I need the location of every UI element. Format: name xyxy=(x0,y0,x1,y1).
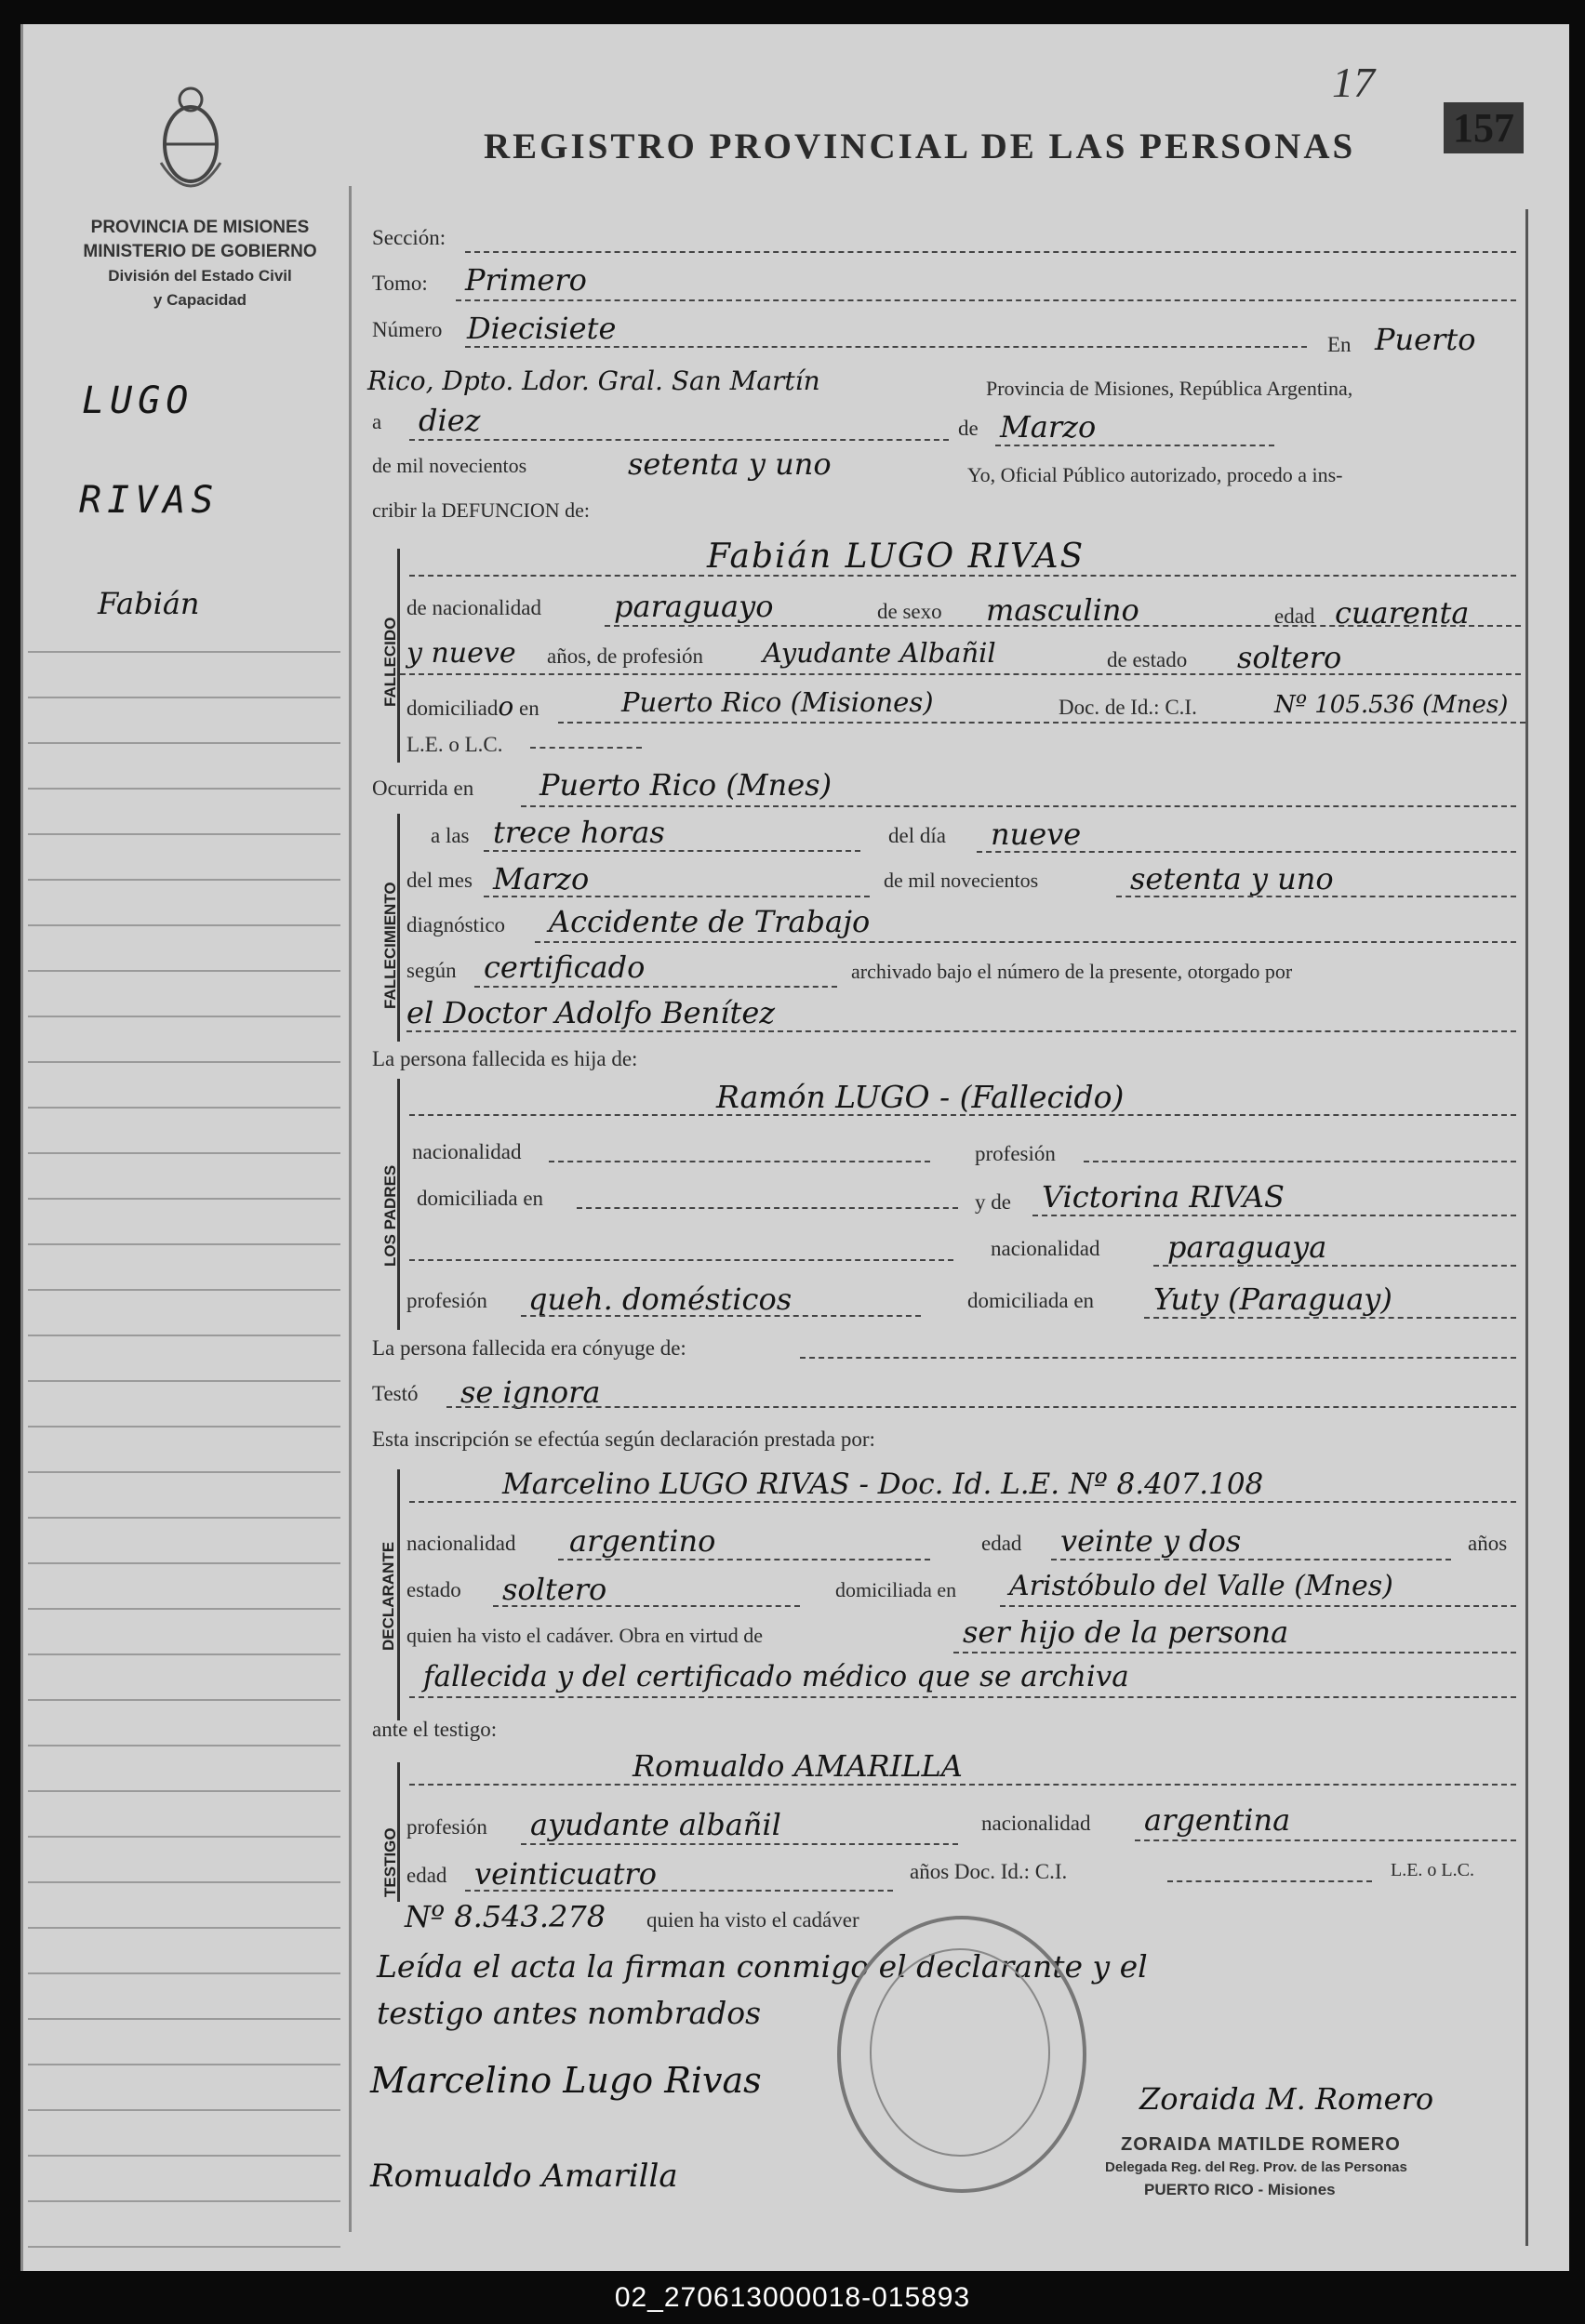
madre-prof-label: profesión xyxy=(406,1289,487,1312)
padre-dom-label: domiciliada en xyxy=(417,1187,544,1210)
margin-rule-line xyxy=(28,1061,340,1063)
ocurrida-value: Puerto Rico (Mnes) xyxy=(539,767,832,803)
margin-rule-line xyxy=(28,1836,340,1838)
anio-value: setenta y uno xyxy=(1130,861,1334,896)
sexo-value: masculino xyxy=(986,592,1139,628)
margin-rule-line xyxy=(28,1471,340,1473)
margin-rule-line xyxy=(28,1699,340,1701)
nacionalidad-label: de nacionalidad xyxy=(406,596,541,619)
margin-rule-line xyxy=(28,2200,340,2202)
stamp-number: 157 xyxy=(1444,102,1524,153)
margin-rule-line xyxy=(28,1380,340,1382)
edad-value-2: y nueve xyxy=(406,637,516,670)
segun-value: certificado xyxy=(484,950,646,985)
dia-label: del día xyxy=(888,824,946,847)
declarante-nac-value: argentino xyxy=(569,1523,716,1559)
margin-rule-line xyxy=(28,1745,340,1746)
cierre-line-1: Leída el acta la firman conmigo el declarante y el xyxy=(377,1948,1148,1985)
declarante-estado-value: soltero xyxy=(502,1572,607,1607)
page-number: 17 xyxy=(1332,59,1375,106)
margin-rule-line xyxy=(28,697,340,698)
estado-value: soltero xyxy=(1237,640,1342,675)
en-value: Puerto xyxy=(1375,322,1476,357)
register-page xyxy=(20,24,1569,2271)
month-value: Marzo xyxy=(1000,409,1097,445)
margin-rule-line xyxy=(28,1881,340,1883)
estado-label: de estado xyxy=(1107,648,1188,671)
margin-rule-line xyxy=(28,1198,340,1200)
en-label: En xyxy=(1327,333,1352,356)
province-text: Provincia de Misiones, República Argentina, xyxy=(986,377,1353,400)
officer-text-2: cribir la DEFUNCION de: xyxy=(372,498,591,522)
margin-rule-line xyxy=(28,1653,340,1655)
margin-rule-line xyxy=(28,1517,340,1519)
numero-label: Número xyxy=(372,318,443,341)
testigo-intro-label: ante el testigo: xyxy=(372,1718,498,1741)
margin-rule-line xyxy=(28,924,340,926)
declarante-name: Marcelino LUGO RIVAS - Doc. Id. L.E. Nº 8.407.108 xyxy=(502,1467,1264,1501)
margin-rule-line xyxy=(28,2018,340,2020)
doc-label: Doc. de Id.: C.I. xyxy=(1059,696,1197,719)
declarante-nac-label: nacionalidad xyxy=(406,1532,516,1555)
tomo-label: Tomo: xyxy=(372,272,428,295)
diagnostico-value: Accidente de Trabajo xyxy=(549,904,871,939)
fallecido-name: Fabián LUGO RIVAS xyxy=(707,538,1086,576)
domicilio-en-label: en xyxy=(518,697,539,720)
declarante-edad-value: veinte y dos xyxy=(1060,1523,1242,1559)
seccion-label: Sección: xyxy=(372,226,446,249)
margin-rule-line xyxy=(28,1016,340,1017)
domicilio-value: Puerto Rico (Misiones) xyxy=(621,686,934,718)
margin-rule-line xyxy=(28,1927,340,1929)
declarante-anos-label: años xyxy=(1468,1532,1508,1555)
fallecimiento-section-label: FALLECIMIENTO xyxy=(381,882,399,1009)
margin-rule-line xyxy=(28,651,340,653)
margin-rule-line xyxy=(28,1426,340,1428)
padres-section-label: LOS PADRES xyxy=(381,1164,399,1267)
day-value: diez xyxy=(419,403,481,438)
testigo-le-label: L.E. o L.C. xyxy=(1391,1860,1474,1880)
madre-name: Victorina RIVAS xyxy=(1042,1179,1285,1215)
signature-oficial: Zoraida M. Romero xyxy=(1139,2081,1434,2117)
domiciliad-label: domiciliad xyxy=(406,697,499,720)
declarante-edad-label: edad xyxy=(981,1532,1022,1555)
frame-right xyxy=(1525,209,1528,2246)
org-line-1: PROVINCIA DE MISIONES xyxy=(90,218,310,237)
testigo-nac-value: argentina xyxy=(1144,1802,1291,1838)
hora-value: trece horas xyxy=(493,815,665,850)
testigo-nac-label: nacionalidad xyxy=(981,1812,1091,1835)
doctor-value: el Doctor Adolfo Benítez xyxy=(406,995,776,1030)
hija-label: La persona fallecida es hija de: xyxy=(372,1047,638,1070)
padre-nac-label: nacionalidad xyxy=(412,1140,522,1163)
testigo-visto-label: quien ha visto el cadáver xyxy=(646,1908,859,1932)
testo-value: se ignora xyxy=(460,1374,601,1410)
doc-value: Nº 105.536 (Mnes) xyxy=(1274,691,1509,719)
padre-prof-label: profesión xyxy=(975,1142,1056,1165)
padre-name: Ramón LUGO - (Fallecido) xyxy=(716,1079,1125,1115)
place-value: Rico, Dpto. Ldor. Gral. San Martín xyxy=(367,365,820,396)
declarante-virtud-2: fallecida y del certificado médico que se archiva xyxy=(423,1660,1129,1693)
margin-divider xyxy=(349,186,352,2232)
year-value: setenta y uno xyxy=(628,446,832,482)
declarante-section-label: DECLARANTE xyxy=(380,1541,397,1651)
margin-rule-line xyxy=(28,833,340,835)
margin-rule-line xyxy=(28,742,340,744)
mes-label: del mes xyxy=(406,869,473,892)
testo-label: Testó xyxy=(372,1382,419,1405)
official-seal-inner xyxy=(870,1948,1050,2157)
declarante-visto-label: quien ha visto el cadáver. Obra en virtud de xyxy=(406,1624,764,1647)
margin-rule-line xyxy=(28,2246,340,2248)
ocurrida-label: Ocurrida en xyxy=(372,777,474,800)
margin-rule-line xyxy=(28,1335,340,1336)
coat-of-arms-icon xyxy=(153,79,228,209)
oficial-cargo: Delegada Reg. del Reg. Prov. de las Personas xyxy=(1105,2159,1407,2175)
a-label: a xyxy=(372,410,382,433)
year-label: de mil novecientos xyxy=(372,454,527,477)
le-label: L.E. o L.C. xyxy=(406,733,503,756)
declarante-virtud: ser hijo de la persona xyxy=(963,1614,1289,1650)
segun-label: según xyxy=(406,959,457,982)
margin-rule-line xyxy=(28,1152,340,1154)
archivado-text: archivado bajo el número de la presente, otorgado por xyxy=(851,960,1293,983)
conyuge-label: La persona fallecida era cónyuge de: xyxy=(372,1336,686,1360)
domicilio-suffix: o xyxy=(498,691,514,722)
signature-declarante: Marcelino Lugo Rivas xyxy=(370,2060,762,2101)
declarante-dom-label: domiciliada en xyxy=(835,1578,957,1601)
numero-value: Diecisiete xyxy=(467,311,617,346)
de-label: de xyxy=(958,417,979,440)
diagnostico-label: diagnóstico xyxy=(406,913,506,936)
margin-surname-1: LUGO xyxy=(82,379,194,422)
fallecido-section-label: FALLECIDO xyxy=(381,617,399,707)
cierre-line-2: testigo antes nombrados xyxy=(377,1995,762,2031)
testigo-edad-label: edad xyxy=(406,1864,447,1887)
edad-value: cuarenta xyxy=(1335,595,1470,631)
margin-rule-line xyxy=(28,1243,340,1245)
margin-rule-line xyxy=(28,2109,340,2111)
anio-label: de mil novecientos xyxy=(884,869,1039,892)
margin-rule-line xyxy=(28,879,340,881)
madre-prof-value: queh. domésticos xyxy=(528,1282,792,1317)
profesion-value: Ayudante Albañil xyxy=(763,637,996,669)
margin-rule-line xyxy=(28,2064,340,2065)
declaracion-label: Esta inscripción se efectúa según declaración prestada por: xyxy=(372,1428,875,1451)
declarante-dom-value: Aristóbulo del Valle (Mnes) xyxy=(1009,1570,1393,1602)
testigo-doc-value: Nº 8.543.278 xyxy=(405,1899,606,1934)
anos-profesion-label: años, de profesión xyxy=(547,644,703,668)
margin-rule-line xyxy=(28,1608,340,1610)
testigo-doc-label: años Doc. Id.: C.I. xyxy=(910,1860,1068,1883)
org-line-4: y Capacidad xyxy=(153,291,247,309)
margin-rule-line xyxy=(28,1790,340,1792)
testigo-name: Romualdo AMARILLA xyxy=(633,1748,963,1784)
domicilio-label xyxy=(406,691,539,722)
margin-given-name: Fabián xyxy=(98,586,200,621)
org-line-3: División del Estado Civil xyxy=(108,267,292,285)
margin-rule-line xyxy=(28,1107,340,1109)
file-id: 02_270613000018-015893 xyxy=(614,2282,971,2313)
declarante-estado-label: estado xyxy=(406,1578,461,1601)
oficial-lugar: PUERTO RICO - Misiones xyxy=(1144,2181,1336,2198)
margin-surname-2: RIVAS xyxy=(79,479,220,522)
dia-value: nueve xyxy=(991,817,1082,852)
margin-rule-line xyxy=(28,970,340,972)
tomo-value: Primero xyxy=(465,262,587,298)
yde-label: y de xyxy=(975,1190,1011,1214)
margin-rule-line xyxy=(28,1289,340,1291)
nacionalidad-value: paraguayo xyxy=(614,589,774,624)
margin-rule-line xyxy=(28,2155,340,2157)
margin-rule-line xyxy=(28,1972,340,1974)
testigo-edad-value: veinticuatro xyxy=(474,1856,657,1892)
madre-dom-value: Yuty (Paraguay) xyxy=(1153,1282,1392,1317)
testigo-section-label: TESTIGO xyxy=(381,1827,399,1897)
officer-text: Yo, Oficial Público autorizado, procedo a ins- xyxy=(967,463,1343,486)
testigo-prof-label: profesión xyxy=(406,1815,487,1839)
oficial-name: ZORAIDA MATILDE ROMERO xyxy=(1121,2134,1401,2155)
mes-value: Marzo xyxy=(493,861,590,896)
edad-label: edad xyxy=(1274,604,1315,628)
sexo-label: de sexo xyxy=(877,600,942,623)
org-line-2: MINISTERIO DE GOBIERNO xyxy=(83,242,317,261)
signature-testigo: Romualdo Amarilla xyxy=(370,2158,678,2195)
org-header xyxy=(51,216,349,312)
margin-rule-line xyxy=(28,1562,340,1564)
margin-rule-line xyxy=(28,788,340,790)
madre-nac-value: paraguaya xyxy=(1167,1229,1327,1265)
testigo-prof-value: ayudante albañil xyxy=(530,1807,781,1842)
hora-label: a las xyxy=(431,824,470,847)
madre-dom-label: domiciliada en xyxy=(967,1289,1095,1312)
madre-nac-label: nacionalidad xyxy=(991,1237,1100,1260)
page-title: REGISTRO PROVINCIAL DE LAS PERSONAS xyxy=(484,126,1356,166)
